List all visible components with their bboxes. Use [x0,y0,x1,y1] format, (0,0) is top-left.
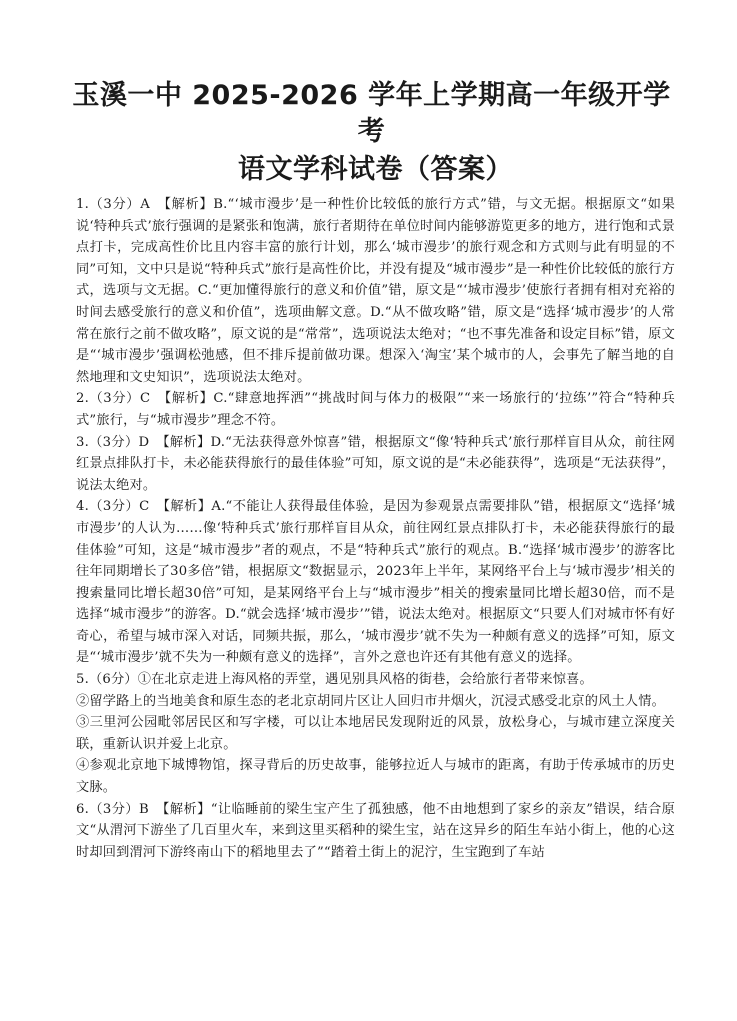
answer-q1: 1.（3分）A 【解析】B.“‘城市漫步’是一种性价比较低的旅行方式”错，与文无据。根据原文“如果说‘特种兵式’旅行强调的是紧张和饱满，旅行者期待在单位时间内能够游览更多的地方，进行饱和式景点打卡，完成高性价比且内容丰富的旅行计划，那么‘城市漫步’的旅行观念和方式则与此有明显的不同”可知，文中只是说“特种兵式”旅行是高性价比，并没有提及“城市漫步”是一种性价比较低的旅行方式，选项与文无据。C.“更加懂得旅行的意义和价值”错，原文是“‘城市漫步’使旅行者拥有相对充裕的时间去感受旅行的意义和价值”，选项曲解文意。D.“从不做攻略”错，原文是“选择‘城市漫步’的人常常在旅行之前不做攻略”，原文说的是“常常”，选项说法太绝对；“也不事先准备和设定目标”错，原文是“‘城市漫步’强调松弛感，但不排斥提前做功课。想深入‘淘宝’某个城市的人，会事先了解当地的自然地理和文史知识”，选项说法太绝对。 [76,197,675,385]
answer-q5-point-2: ②留学路上的当地美食和原生态的老北京胡同片区让人回归市井烟火，沉浸式感受北京的风土人情。 [76,693,666,709]
answer-q3: 3.（3分）D 【解析】D.“无法获得意外惊喜”错，根据原文“像‘特种兵式’旅行那样盲目从众，前往网红景点排队打卡，未必能获得旅行的最佳体验”可知，原文说的是“未必能获得”，选项是“无法获得”，说法太绝对。 [76,434,675,493]
document-subtitle: 语文学科试卷（答案） [238,154,513,185]
answer-q5-point-3: ③三里河公园毗邻居民区和写字楼，可以让本地居民发现附近的风景，放松身心，与城市建立深度关联，重新认识并爱上北京。 [76,715,675,752]
answer-q6: 6.（3分）B 【解析】“让临睡前的梁生宝产生了孤独感，他不由地想到了家乡的亲友”错误，结合原文“从渭河下游坐了几百里火车，来到这里买稻种的梁生宝，站在这异乡的陌生车站小街上，他的心这时却回到渭河下游终南山下的稻地里去了”“踏着土街上的泥泞，生宝跑到了车站 [76,801,675,860]
answer-q4: 4.（3分）C 【解析】A.“不能让人获得最佳体验，是因为参观景点需要排队”错，根据原文“选择‘城市漫步’的人认为……像‘特种兵式’旅行那样盲目从众，前往网红景点排队打卡，未必能获得旅行的最佳体验”可知，这是“城市漫步”者的观点，不是“特种兵式”旅行的观点。B.“选择‘城市漫步’的游客比往年同期增长了30多倍”错，根据原文“数据显示，2023年上半年，某网络平台上与‘城市漫步’相关的搜索量同比增长超30倍”可知，是某网络平台上与“城市漫步”相关的搜索量同比增长超30倍，而不是选择“城市漫步”的游客。D.“就会选择‘城市漫步’”错，说法太绝对。根据原文“只要人们对城市怀有好奇心，希望与城市深入对话，同频共振，那么，‘城市漫步’就不失为一种颇有意义的选择”可知，原文是“‘城市漫步’就不失为一种颇有意义的选择”，言外之意也许还有其他有意义的选择。 [76,499,675,666]
answer-body [76,194,675,863]
answer-q5-point-4: ④参观北京地下城博物馆，探寻背后的历史故事，能够拉近人与城市的距离，有助于传承城市的历史文脉。 [76,758,675,796]
answer-q2: 2.（3分）C 【解析】C.“肆意地挥洒”“挑战时间与体力的极限”“来一场旅行的‘拉练’”符合“特种兵式”旅行，与“城市漫步”理念不符。 [76,391,675,428]
document-title: 玉溪一中 2025-2026 学年上学期高一年级开学考 [72,80,671,147]
answer-q5-point-1: 5.（6分）①在北京走进上海风格的弄堂，遇见别具风格的街巷，会给旅行者带来惊喜。 [76,672,593,688]
